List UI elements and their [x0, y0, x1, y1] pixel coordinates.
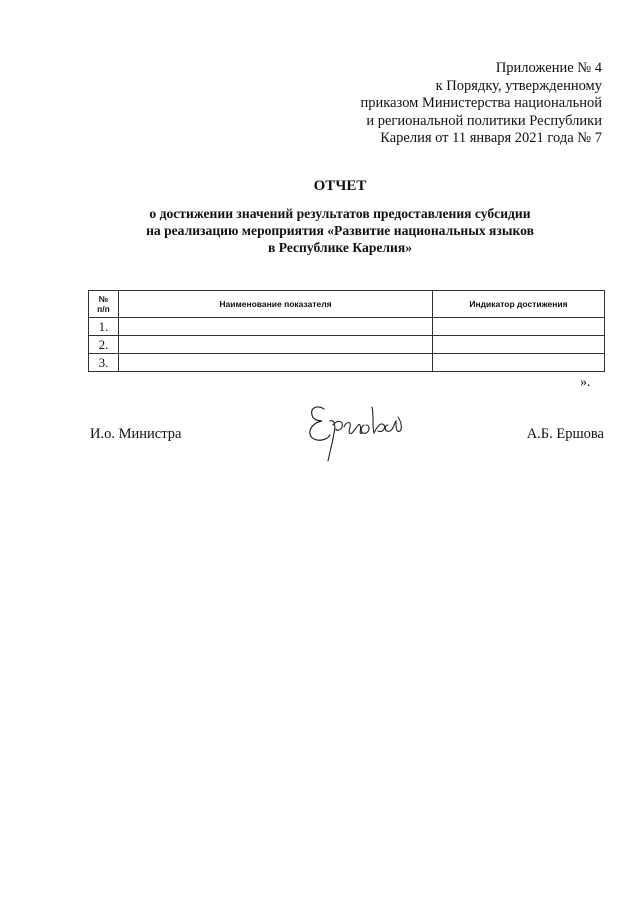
header-number-line-2: п/п — [97, 304, 110, 314]
annex-line-1: Приложение № 4 — [495, 60, 602, 76]
row-indicator-name — [119, 336, 433, 354]
row-achievement — [433, 318, 605, 336]
row-indicator-name — [119, 354, 433, 372]
closing-quote-mark: ». — [580, 375, 591, 390]
annex-line-4: и региональной политики Республики — [366, 112, 602, 129]
table-row — [89, 336, 605, 354]
document-subtitle — [0, 205, 640, 256]
signatory-name: А.Б. Ершова — [526, 426, 604, 442]
annex-header — [302, 60, 602, 148]
header-indicator-name: Наименование показателя — [119, 291, 433, 318]
subtitle-line-3: в Республике Карелия» — [267, 240, 413, 255]
header-number-line-1: № — [98, 294, 109, 304]
row-achievement — [433, 354, 605, 372]
document-title: ОТЧЕТ — [313, 178, 367, 194]
signatory-position: И.о. Министра — [90, 426, 182, 442]
header-achievement-indicator: Индикатор достижения — [433, 291, 605, 318]
row-number: 2. — [89, 336, 119, 354]
annex-line-2: к Порядку, утвержденному — [435, 77, 602, 94]
table-header-row — [89, 291, 605, 318]
table-row — [89, 354, 605, 372]
row-number: 1. — [89, 318, 119, 336]
subtitle-line-1: о достижении значений результатов предоставления субсидии — [149, 206, 531, 221]
subtitle-line-2: на реализацию мероприятия «Развитие национальных языков — [146, 223, 534, 238]
row-number: 3. — [89, 354, 119, 372]
table-row — [89, 318, 605, 336]
annex-line-5: Карелия от 11 января 2021 года № 7 — [380, 130, 602, 147]
report-table — [88, 290, 605, 372]
handwritten-signature — [300, 395, 410, 470]
annex-line-3: приказом Министерства национальной — [360, 95, 602, 112]
header-number — [89, 291, 119, 318]
row-indicator-name — [119, 318, 433, 336]
row-achievement — [433, 336, 605, 354]
